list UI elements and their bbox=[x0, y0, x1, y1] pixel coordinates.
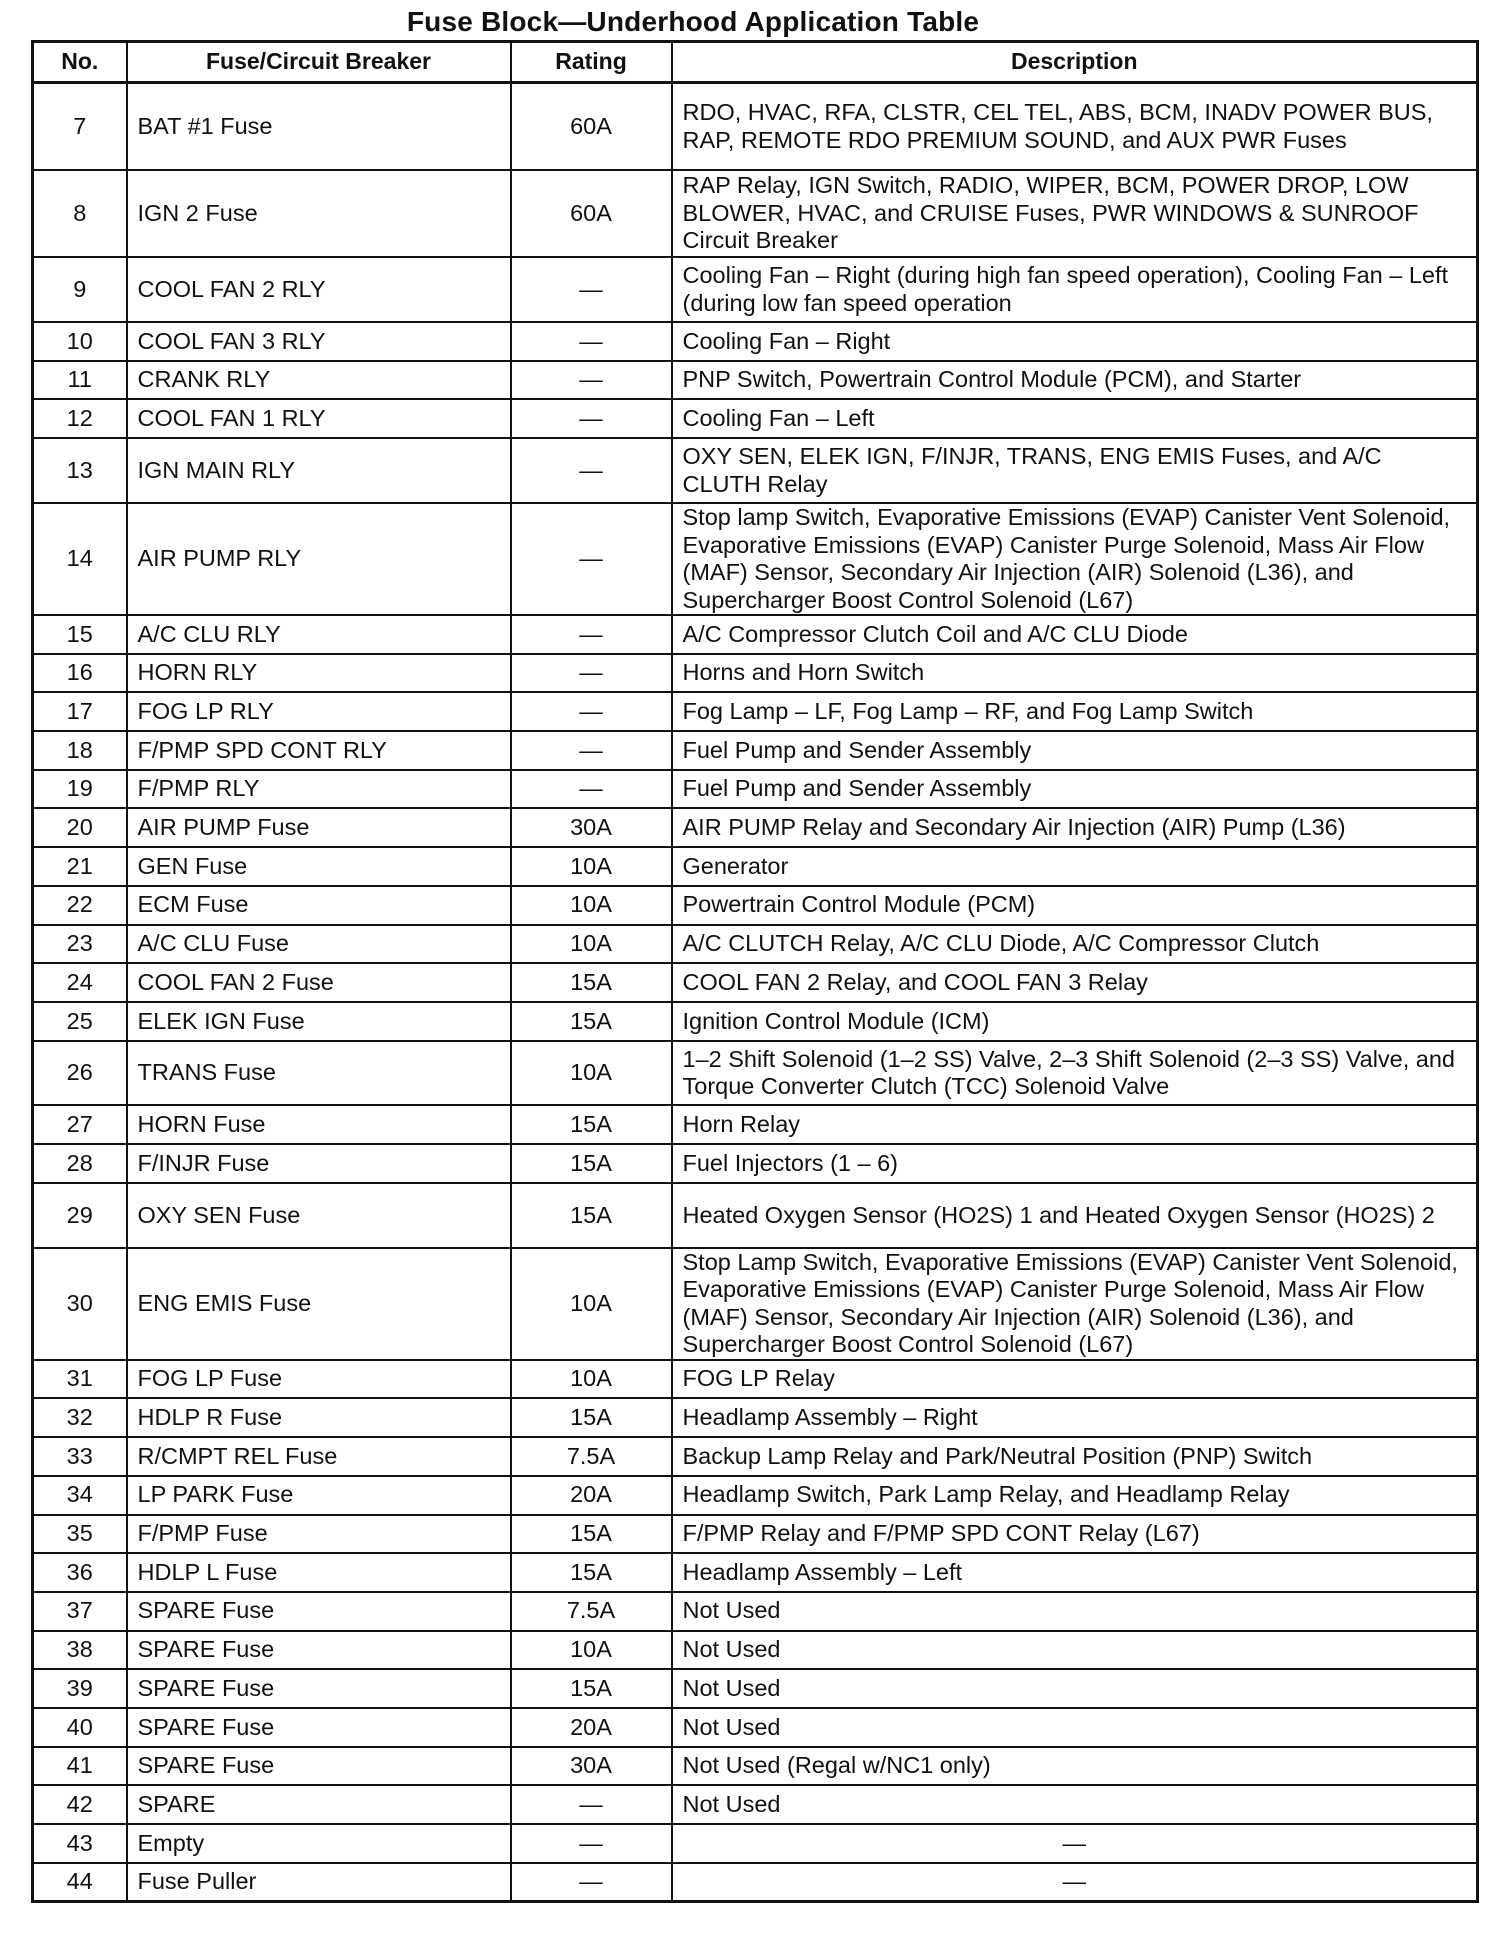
cell-no: 9 bbox=[33, 257, 127, 322]
cell-description: Horn Relay bbox=[672, 1105, 1478, 1144]
table-row bbox=[33, 770, 1478, 809]
table-row bbox=[33, 615, 1478, 654]
cell-description: Not Used (Regal w/NC1 only) bbox=[672, 1747, 1478, 1786]
cell-no: 30 bbox=[33, 1248, 127, 1360]
cell-fuse-circuit-breaker: OXY SEN Fuse bbox=[127, 1183, 511, 1248]
cell-fuse-circuit-breaker: Empty bbox=[127, 1824, 511, 1863]
cell-rating: — bbox=[511, 731, 672, 770]
cell-description: Ignition Control Module (ICM) bbox=[672, 1002, 1478, 1041]
table-row bbox=[33, 1183, 1478, 1248]
cell-no: 41 bbox=[33, 1747, 127, 1786]
table-row bbox=[33, 170, 1478, 257]
table-row bbox=[33, 503, 1478, 615]
column-header-no: No. bbox=[33, 42, 127, 83]
table-header bbox=[33, 42, 1478, 83]
cell-fuse-circuit-breaker: A/C CLU RLY bbox=[127, 615, 511, 654]
cell-description: Cooling Fan – Right (during high fan speed operation), Cooling Fan – Left (during low fan speed operation bbox=[672, 257, 1478, 322]
cell-no: 31 bbox=[33, 1360, 127, 1399]
column-header-fuse: Fuse/Circuit Breaker bbox=[127, 42, 511, 83]
cell-fuse-circuit-breaker: Fuse Puller bbox=[127, 1863, 511, 1902]
cell-no: 8 bbox=[33, 170, 127, 257]
cell-fuse-circuit-breaker: SPARE bbox=[127, 1785, 511, 1824]
cell-fuse-circuit-breaker: AIR PUMP Fuse bbox=[127, 808, 511, 847]
cell-description: Heated Oxygen Sensor (HO2S) 1 and Heated Oxygen Sensor (HO2S) 2 bbox=[672, 1183, 1478, 1248]
cell-description: Stop lamp Switch, Evaporative Emissions (EVAP) Canister Vent Solenoid, Evaporative Emissions (EVAP) Canister Purge Solenoid, Mass Air Flow (MAF) Sensor, Secondary Air Injection (AIR) Solenoid (L36), and Supercharger Boost Control Solenoid (L67) bbox=[672, 503, 1478, 615]
cell-description: Not Used bbox=[672, 1708, 1478, 1747]
cell-rating: 10A bbox=[511, 886, 672, 925]
cell-rating: 10A bbox=[511, 925, 672, 964]
cell-no: 17 bbox=[33, 692, 127, 731]
cell-fuse-circuit-breaker: ECM Fuse bbox=[127, 886, 511, 925]
cell-fuse-circuit-breaker: SPARE Fuse bbox=[127, 1747, 511, 1786]
cell-rating: — bbox=[511, 503, 672, 615]
cell-description: Backup Lamp Relay and Park/Neutral Position (PNP) Switch bbox=[672, 1437, 1478, 1476]
cell-no: 24 bbox=[33, 963, 127, 1002]
cell-description: PNP Switch, Powertrain Control Module (PCM), and Starter bbox=[672, 361, 1478, 400]
cell-no: 12 bbox=[33, 399, 127, 438]
cell-description: FOG LP Relay bbox=[672, 1360, 1478, 1399]
cell-rating: 10A bbox=[511, 1041, 672, 1106]
cell-no: 19 bbox=[33, 770, 127, 809]
cell-rating: — bbox=[511, 399, 672, 438]
cell-description: Headlamp Switch, Park Lamp Relay, and Headlamp Relay bbox=[672, 1476, 1478, 1515]
cell-description: — bbox=[672, 1863, 1478, 1902]
fuse-table bbox=[31, 40, 1479, 1903]
cell-description: Fog Lamp – LF, Fog Lamp – RF, and Fog Lamp Switch bbox=[672, 692, 1478, 731]
cell-fuse-circuit-breaker: SPARE Fuse bbox=[127, 1708, 511, 1747]
cell-no: 42 bbox=[33, 1785, 127, 1824]
table-row bbox=[33, 1785, 1478, 1824]
cell-description: AIR PUMP Relay and Secondary Air Injection (AIR) Pump (L36) bbox=[672, 808, 1478, 847]
cell-fuse-circuit-breaker: GEN Fuse bbox=[127, 847, 511, 886]
cell-rating: — bbox=[511, 615, 672, 654]
cell-no: 7 bbox=[33, 83, 127, 171]
cell-description: Fuel Pump and Sender Assembly bbox=[672, 731, 1478, 770]
cell-rating: 7.5A bbox=[511, 1592, 672, 1631]
cell-fuse-circuit-breaker: F/PMP Fuse bbox=[127, 1515, 511, 1554]
cell-no: 20 bbox=[33, 808, 127, 847]
table-row bbox=[33, 1824, 1478, 1863]
cell-rating: — bbox=[511, 257, 672, 322]
cell-fuse-circuit-breaker: R/CMPT REL Fuse bbox=[127, 1437, 511, 1476]
table-row bbox=[33, 1631, 1478, 1670]
cell-no: 38 bbox=[33, 1631, 127, 1670]
cell-description: RAP Relay, IGN Switch, RADIO, WIPER, BCM, POWER DROP, LOW BLOWER, HVAC, and CRUISE Fuses, PWR WINDOWS & SUNROOF Circuit Breaker bbox=[672, 170, 1478, 257]
cell-fuse-circuit-breaker: AIR PUMP RLY bbox=[127, 503, 511, 615]
cell-no: 14 bbox=[33, 503, 127, 615]
cell-no: 36 bbox=[33, 1553, 127, 1592]
cell-no: 27 bbox=[33, 1105, 127, 1144]
cell-rating: 15A bbox=[511, 1553, 672, 1592]
table-row bbox=[33, 1105, 1478, 1144]
cell-no: 40 bbox=[33, 1708, 127, 1747]
cell-no: 16 bbox=[33, 654, 127, 693]
table-row bbox=[33, 1248, 1478, 1360]
cell-description: 1–2 Shift Solenoid (1–2 SS) Valve, 2–3 Shift Solenoid (2–3 SS) Valve, and Torque Converter Clutch (TCC) Solenoid Valve bbox=[672, 1041, 1478, 1106]
cell-rating: — bbox=[511, 1785, 672, 1824]
cell-fuse-circuit-breaker: IGN 2 Fuse bbox=[127, 170, 511, 257]
cell-fuse-circuit-breaker: F/INJR Fuse bbox=[127, 1144, 511, 1183]
cell-fuse-circuit-breaker: SPARE Fuse bbox=[127, 1592, 511, 1631]
cell-description: OXY SEN, ELEK IGN, F/INJR, TRANS, ENG EMIS Fuses, and A/C CLUTH Relay bbox=[672, 438, 1478, 503]
cell-rating: — bbox=[511, 692, 672, 731]
table-row bbox=[33, 1360, 1478, 1399]
table-row bbox=[33, 808, 1478, 847]
cell-rating: 10A bbox=[511, 847, 672, 886]
cell-fuse-circuit-breaker: ENG EMIS Fuse bbox=[127, 1248, 511, 1360]
cell-fuse-circuit-breaker: COOL FAN 2 Fuse bbox=[127, 963, 511, 1002]
table-row bbox=[33, 1002, 1478, 1041]
table-row bbox=[33, 1863, 1478, 1902]
table-row bbox=[33, 399, 1478, 438]
cell-no: 32 bbox=[33, 1398, 127, 1437]
cell-description: RDO, HVAC, RFA, CLSTR, CEL TEL, ABS, BCM, INADV POWER BUS, RAP, REMOTE RDO PREMIUM SOUND, and AUX PWR Fuses bbox=[672, 83, 1478, 171]
table-row bbox=[33, 731, 1478, 770]
cell-fuse-circuit-breaker: LP PARK Fuse bbox=[127, 1476, 511, 1515]
cell-fuse-circuit-breaker: SPARE Fuse bbox=[127, 1669, 511, 1708]
cell-fuse-circuit-breaker: IGN MAIN RLY bbox=[127, 438, 511, 503]
table-row bbox=[33, 963, 1478, 1002]
cell-fuse-circuit-breaker: COOL FAN 3 RLY bbox=[127, 322, 511, 361]
cell-fuse-circuit-breaker: HDLP L Fuse bbox=[127, 1553, 511, 1592]
cell-description: Headlamp Assembly – Right bbox=[672, 1398, 1478, 1437]
table-row bbox=[33, 1437, 1478, 1476]
table-row bbox=[33, 322, 1478, 361]
cell-rating: 15A bbox=[511, 1669, 672, 1708]
cell-rating: 10A bbox=[511, 1360, 672, 1399]
cell-rating: — bbox=[511, 1824, 672, 1863]
cell-no: 10 bbox=[33, 322, 127, 361]
table-row bbox=[33, 1708, 1478, 1747]
cell-rating: — bbox=[511, 438, 672, 503]
table-row bbox=[33, 1398, 1478, 1437]
cell-no: 15 bbox=[33, 615, 127, 654]
cell-description: Cooling Fan – Right bbox=[672, 322, 1478, 361]
column-header-description: Description bbox=[672, 42, 1478, 83]
table-row bbox=[33, 692, 1478, 731]
cell-rating: 15A bbox=[511, 1105, 672, 1144]
cell-description: Cooling Fan – Left bbox=[672, 399, 1478, 438]
cell-rating: — bbox=[511, 361, 672, 400]
table-row bbox=[33, 257, 1478, 322]
cell-description: A/C Compressor Clutch Coil and A/C CLU Diode bbox=[672, 615, 1478, 654]
cell-no: 34 bbox=[33, 1476, 127, 1515]
cell-rating: 20A bbox=[511, 1708, 672, 1747]
cell-rating: 60A bbox=[511, 170, 672, 257]
cell-rating: 60A bbox=[511, 83, 672, 171]
cell-no: 35 bbox=[33, 1515, 127, 1554]
table-row bbox=[33, 1553, 1478, 1592]
cell-fuse-circuit-breaker: FOG LP RLY bbox=[127, 692, 511, 731]
cell-rating: — bbox=[511, 1863, 672, 1902]
fuse-table-container bbox=[31, 40, 1476, 1903]
table-row bbox=[33, 438, 1478, 503]
cell-no: 13 bbox=[33, 438, 127, 503]
cell-rating: 30A bbox=[511, 808, 672, 847]
cell-description: COOL FAN 2 Relay, and COOL FAN 3 Relay bbox=[672, 963, 1478, 1002]
cell-no: 28 bbox=[33, 1144, 127, 1183]
cell-description: Not Used bbox=[672, 1592, 1478, 1631]
cell-rating: 30A bbox=[511, 1747, 672, 1786]
table-row bbox=[33, 1592, 1478, 1631]
cell-no: 37 bbox=[33, 1592, 127, 1631]
cell-fuse-circuit-breaker: HORN RLY bbox=[127, 654, 511, 693]
table-row bbox=[33, 925, 1478, 964]
cell-rating: — bbox=[511, 770, 672, 809]
cell-no: 23 bbox=[33, 925, 127, 964]
cell-description: Not Used bbox=[672, 1785, 1478, 1824]
column-header-rating: Rating bbox=[511, 42, 672, 83]
table-row bbox=[33, 1041, 1478, 1106]
table-row bbox=[33, 1515, 1478, 1554]
table-body bbox=[33, 83, 1478, 1902]
cell-description: Not Used bbox=[672, 1669, 1478, 1708]
cell-no: 29 bbox=[33, 1183, 127, 1248]
cell-description: Powertrain Control Module (PCM) bbox=[672, 886, 1478, 925]
cell-description: A/C CLUTCH Relay, A/C CLU Diode, A/C Compressor Clutch bbox=[672, 925, 1478, 964]
cell-no: 21 bbox=[33, 847, 127, 886]
cell-fuse-circuit-breaker: CRANK RLY bbox=[127, 361, 511, 400]
cell-no: 18 bbox=[33, 731, 127, 770]
table-row bbox=[33, 1144, 1478, 1183]
cell-no: 39 bbox=[33, 1669, 127, 1708]
cell-rating: 10A bbox=[511, 1631, 672, 1670]
cell-rating: 7.5A bbox=[511, 1437, 672, 1476]
cell-fuse-circuit-breaker: COOL FAN 2 RLY bbox=[127, 257, 511, 322]
cell-fuse-circuit-breaker: TRANS Fuse bbox=[127, 1041, 511, 1106]
cell-description: Fuel Pump and Sender Assembly bbox=[672, 770, 1478, 809]
cell-description: F/PMP Relay and F/PMP SPD CONT Relay (L67) bbox=[672, 1515, 1478, 1554]
cell-rating: 20A bbox=[511, 1476, 672, 1515]
cell-no: 22 bbox=[33, 886, 127, 925]
cell-fuse-circuit-breaker: ELEK IGN Fuse bbox=[127, 1002, 511, 1041]
cell-rating: 15A bbox=[511, 963, 672, 1002]
cell-rating: 15A bbox=[511, 1144, 672, 1183]
table-row bbox=[33, 847, 1478, 886]
cell-fuse-circuit-breaker: COOL FAN 1 RLY bbox=[127, 399, 511, 438]
cell-fuse-circuit-breaker: F/PMP SPD CONT RLY bbox=[127, 731, 511, 770]
cell-rating: 10A bbox=[511, 1248, 672, 1360]
cell-no: 43 bbox=[33, 1824, 127, 1863]
cell-rating: 15A bbox=[511, 1183, 672, 1248]
cell-description: Fuel Injectors (1 – 6) bbox=[672, 1144, 1478, 1183]
cell-fuse-circuit-breaker: BAT #1 Fuse bbox=[127, 83, 511, 171]
cell-no: 11 bbox=[33, 361, 127, 400]
cell-description: Horns and Horn Switch bbox=[672, 654, 1478, 693]
cell-rating: — bbox=[511, 654, 672, 693]
cell-fuse-circuit-breaker: F/PMP RLY bbox=[127, 770, 511, 809]
header-row bbox=[33, 42, 1478, 83]
cell-description: Stop Lamp Switch, Evaporative Emissions (EVAP) Canister Vent Solenoid, Evaporative Emissions (EVAP) Canister Purge Solenoid, Mass Air Flow (MAF) Sensor, Secondary Air Injection (AIR) Solenoid (L36), and Supercharger Boost Control Solenoid (L67) bbox=[672, 1248, 1478, 1360]
cell-no: 25 bbox=[33, 1002, 127, 1041]
cell-fuse-circuit-breaker: HDLP R Fuse bbox=[127, 1398, 511, 1437]
cell-no: 44 bbox=[33, 1863, 127, 1902]
cell-no: 26 bbox=[33, 1041, 127, 1106]
cell-fuse-circuit-breaker: HORN Fuse bbox=[127, 1105, 511, 1144]
cell-description: — bbox=[672, 1824, 1478, 1863]
table-row bbox=[33, 1747, 1478, 1786]
table-row bbox=[33, 886, 1478, 925]
cell-rating: 15A bbox=[511, 1515, 672, 1554]
cell-description: Headlamp Assembly – Left bbox=[672, 1553, 1478, 1592]
table-row bbox=[33, 1669, 1478, 1708]
cell-description: Not Used bbox=[672, 1631, 1478, 1670]
table-row bbox=[33, 1476, 1478, 1515]
table-row bbox=[33, 654, 1478, 693]
table-row bbox=[33, 361, 1478, 400]
table-row bbox=[33, 83, 1478, 171]
cell-rating: — bbox=[511, 322, 672, 361]
cell-fuse-circuit-breaker: FOG LP Fuse bbox=[127, 1360, 511, 1399]
cell-fuse-circuit-breaker: A/C CLU Fuse bbox=[127, 925, 511, 964]
cell-fuse-circuit-breaker: SPARE Fuse bbox=[127, 1631, 511, 1670]
cell-rating: 15A bbox=[511, 1002, 672, 1041]
cell-no: 33 bbox=[33, 1437, 127, 1476]
cell-description: Generator bbox=[672, 847, 1478, 886]
cell-rating: 15A bbox=[511, 1398, 672, 1437]
table-title: Fuse Block—Underhood Application Table bbox=[406, 6, 980, 37]
